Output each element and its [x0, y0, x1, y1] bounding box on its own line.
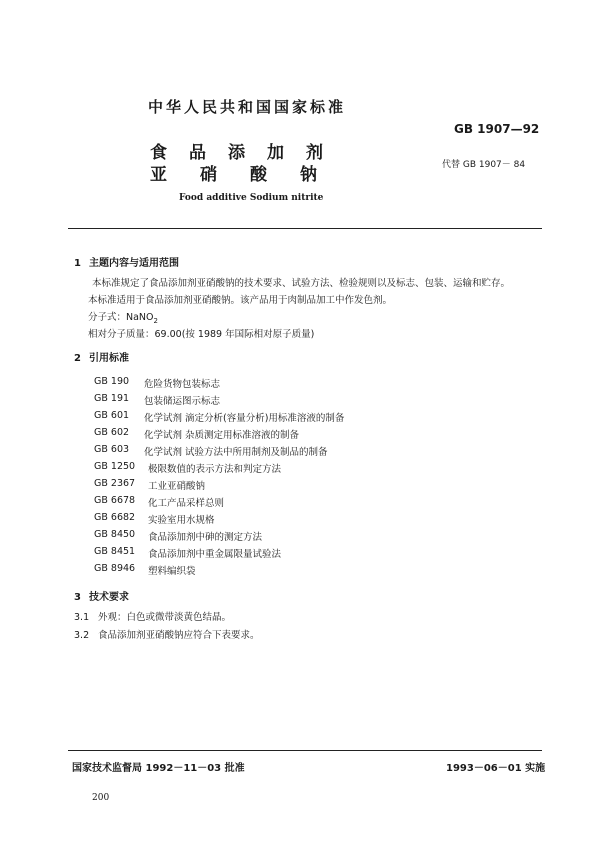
page-number: 200	[92, 793, 110, 803]
ref-code: GB 602	[94, 427, 130, 438]
ref-title: 极限数值的表示方法和判定方法	[148, 464, 282, 475]
ref-title: 包装储运图示标志	[144, 396, 221, 407]
section-number: 3	[74, 592, 81, 603]
clause-text: 外观：白色或微带淡黄色结晶。	[98, 612, 232, 623]
replaces-note: 代替 GB 1907－ 84	[442, 160, 526, 170]
ref-code: GB 2367	[94, 478, 136, 489]
document-title-line2: 亚硝酸钠	[150, 165, 350, 185]
ref-title: 化学试剂 滴定分析(容量分析)用标准溶液的制备	[144, 413, 345, 424]
ref-title: 塑料编织袋	[148, 566, 196, 577]
section-title: 引用标准	[89, 353, 129, 364]
section-3-heading	[74, 588, 129, 603]
ref-title: 实验室用水规格	[148, 515, 215, 526]
ref-code: GB 8451	[94, 546, 136, 557]
section-1-paragraph-scope: 本标准规定了食品添加剂亚硝酸钠的技术要求、试验方法、检验规则以及标志、包装、运输和贮存。	[92, 278, 511, 289]
section-number: 1	[74, 258, 81, 269]
clause-number: 3.2	[74, 630, 90, 641]
ref-code: GB 603	[94, 444, 130, 455]
molecular-formula	[88, 309, 158, 325]
footer-divider	[68, 750, 542, 751]
clause-text: 食品添加剂亚硝酸钠应符合下表要求。	[98, 630, 260, 641]
ref-title: 危险货物包装标志	[144, 379, 221, 390]
formula-subscript: 2	[153, 316, 158, 325]
implementation-date: 1993－06－01 实施	[446, 763, 546, 774]
clause-3-2	[74, 627, 260, 641]
clause-number: 3.1	[74, 612, 90, 623]
document-title-line1: 食品添加剂	[150, 143, 345, 163]
standard-category-title: 中华人民共和国国家标准	[148, 98, 347, 116]
ref-code: GB 6682	[94, 512, 136, 523]
ref-title: 化学试剂 试验方法中所用制剂及制品的制备	[144, 447, 328, 458]
clause-3-1	[74, 609, 231, 623]
ref-title: 化工产品采样总则	[148, 498, 225, 509]
molecular-mass: 相对分子质量：69.00(按 1989 年国际相对原子质量)	[88, 329, 315, 340]
ref-title: 食品添加剂中重金属限量试验法	[148, 549, 282, 560]
ref-code: GB 1250	[94, 461, 136, 472]
section-1-heading	[74, 254, 179, 269]
section-title: 技术要求	[89, 592, 129, 603]
ref-title: 化学试剂 杂质测定用标准溶液的制备	[144, 430, 300, 441]
header-divider	[68, 228, 542, 229]
ref-code: GB 6678	[94, 495, 136, 506]
section-title: 主题内容与适用范围	[89, 258, 179, 269]
ref-code: GB 601	[94, 410, 130, 421]
section-2-heading	[74, 349, 129, 364]
section-1-paragraph-application: 本标准适用于食品添加剂亚硝酸钠。该产品用于肉制品加工中作发色剂。	[88, 295, 393, 306]
ref-title: 食品添加剂中砷的测定方法	[148, 532, 263, 543]
ref-code: GB 191	[94, 393, 130, 404]
formula-label: 分子式：NaNO	[88, 312, 154, 323]
ref-code: GB 8946	[94, 563, 136, 574]
standard-number: GB 1907—92	[454, 122, 540, 136]
ref-title: 工业亚硝酸钠	[148, 481, 206, 492]
ref-code: GB 190	[94, 376, 130, 387]
ref-code: GB 8450	[94, 529, 136, 540]
approval-note: 国家技术监督局 1992－11－03 批准	[72, 763, 245, 774]
document-title-english: Food additive Sodium nitrite	[179, 193, 324, 203]
section-number: 2	[74, 353, 81, 364]
